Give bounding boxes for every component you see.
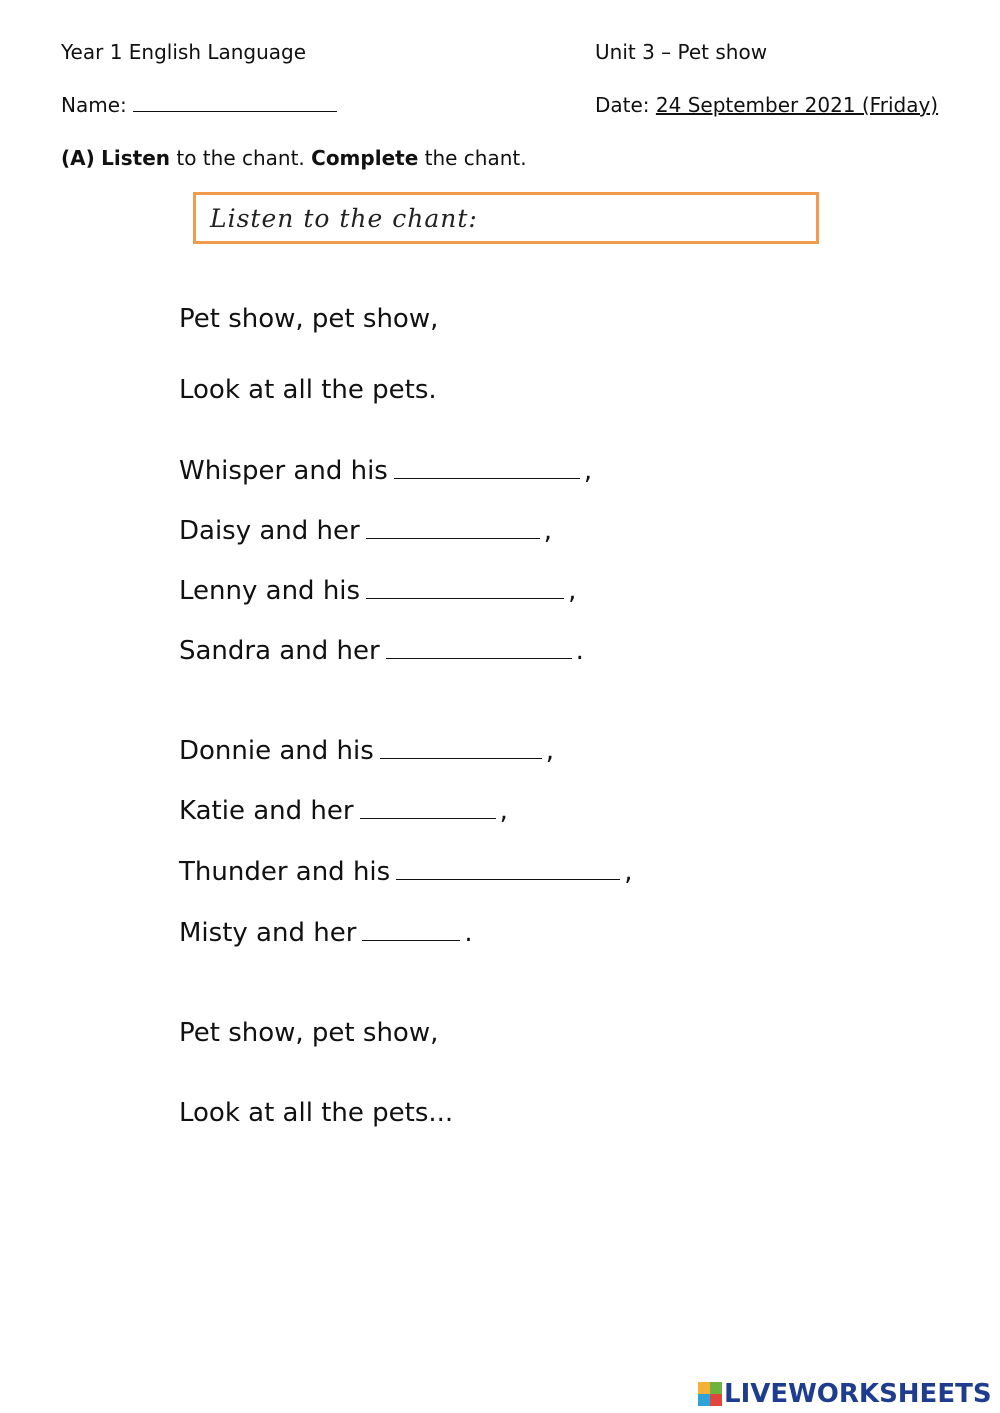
chant-intro-line-2: Look at all the pets. [179,375,437,405]
chant-line-end: , [545,736,555,766]
instruction-mid: to the chant. [176,146,305,170]
answer-blank[interactable] [366,597,564,599]
chant-line-text: Misty and her [179,918,357,948]
chant-box-title: Listen to the chant: [210,204,478,233]
chant-line [179,576,576,606]
chant-line-text: Daisy and her [179,516,360,546]
chant-line-text: Whisper and his [179,456,388,486]
chant-line [179,918,473,948]
chant-line-end: , [543,516,552,546]
chant-line [179,636,584,666]
liveworksheets-logo [698,1378,992,1410]
chant-line [179,516,552,546]
name-label: Name: [61,93,127,117]
answer-blank[interactable] [394,477,580,479]
answer-blank[interactable] [386,657,572,659]
instruction-complete: Complete [311,146,419,170]
instruction [61,146,527,170]
answer-blank[interactable] [380,757,542,759]
chant-line-text: Lenny and his [179,576,361,606]
name-blank[interactable] [133,110,337,112]
liveworksheets-logo-icon [698,1382,722,1406]
chant-outro-line-2: Look at all the pets... [179,1098,454,1128]
chant-line-text: Sandra and her [179,636,380,666]
chant-line-end: , [624,857,633,887]
chant-line-text: Katie and her [179,796,354,826]
chant-line-end: , [499,796,508,826]
instruction-end: the chant. [424,146,527,170]
date-value: 24 September 2021 (Friday) [655,93,939,117]
answer-blank[interactable] [362,939,460,941]
date-row [595,93,938,117]
answer-blank[interactable] [360,817,496,819]
chant-line-end: , [583,456,593,486]
answer-blank[interactable] [396,878,620,880]
chant-line-end: . [575,636,584,666]
chant-intro-line-1: Pet show, pet show, [179,304,439,334]
unit-title: Unit 3 – Pet show [595,40,768,64]
chant-title-box [193,192,819,244]
chant-line [179,796,508,826]
chant-line [179,456,592,486]
date-label: Date: [595,93,650,117]
chant-outro-line-1: Pet show, pet show, [179,1018,439,1048]
chant-line [179,736,554,766]
name-row [61,93,341,117]
instruction-listen: Listen [101,146,170,170]
chant-line [179,857,632,887]
liveworksheets-logo-text: LIVEWORKSHEETS [724,1379,992,1409]
chant-line-end: , [568,576,577,606]
answer-blank[interactable] [366,537,540,539]
chant-line-text: Donnie and his [179,736,374,766]
chant-line-end: . [464,918,473,948]
instruction-prefix: (A) [61,146,95,170]
chant-line-text: Thunder and his [179,857,391,887]
course-title: Year 1 English Language [61,40,307,64]
